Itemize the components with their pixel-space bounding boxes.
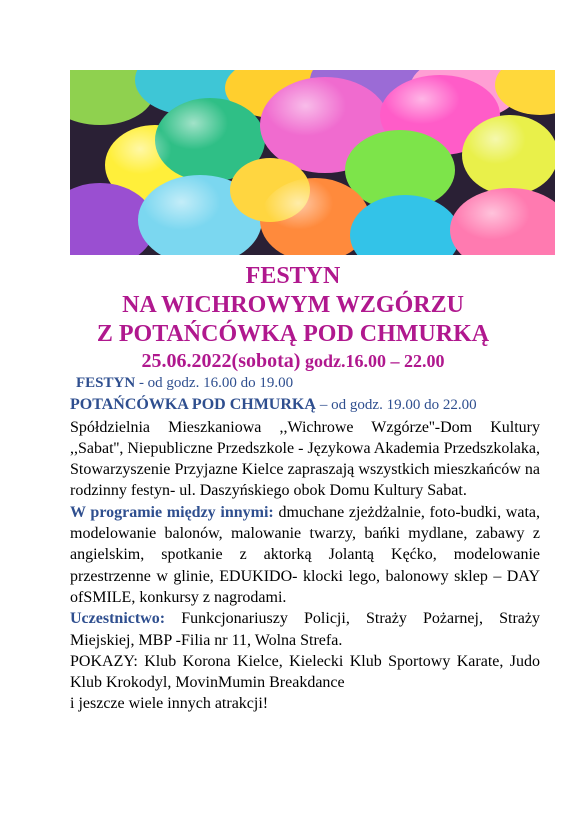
participants-paragraph [70,608,540,651]
schedule-time: – od godz. 19.00 do 22.00 [319,397,477,414]
schedule-time: - od godz. 16.00 do 19.00 [138,375,294,391]
poster-subtitle-2: Z POTAŃCÓWKĄ POD CHMURKĄ [96,321,490,347]
shows-paragraph: POKAZY: Klub Korona Kielce, Kielecki Klub Sportowy Karate, Judo Klub Krokodyl, MovinMumin Breakdance [70,652,540,692]
intro-paragraph: Spółdzielnia Mieszkaniowa ,,Wichrowe Wzgórze''-Dom Kultury ,,Sabat'', Niepubliczne Przedszkole - Językowa Akademia Przedszkolaka, Stowarzyszenie Przyjazne Kielce zapraszają wszystkich mieszkańców na rodzinny festyn- ul. Daszyńskiego obok Domu Kultury Sabat. [70,418,540,500]
balloons-illustration [70,70,555,255]
closing-line: i jeszcze wiele innych atrakcji! [70,695,269,713]
participants-text: Funkcjonariuszy Policji, Straży Pożarnej, Straży Miejskiej, MBP -Filia nr 11, Wolna Strefa. [70,610,541,649]
schedule-name: POTAŃCÓWKA POD CHMURKĄ [70,396,316,414]
poster-title: FESTYN [245,263,341,289]
poster-body [70,373,540,715]
balloons-photo [70,70,555,255]
poster-subtitle-1: NA WICHROWYM WZGÓRZU [122,292,464,318]
schedule-item [70,394,540,416]
program-label: W programie między innymi: [70,503,274,521]
event-date: 25.06.2022(sobota) [141,350,301,372]
schedule-item [70,373,540,394]
program-paragraph [70,502,540,608]
participants-label: Uczestnictwo: [70,610,166,628]
schedule-name: FESTYN [76,375,136,391]
event-date-line [0,350,586,372]
program-text: dmuchane zjeżdżalnie, foto-budki, wata, modelowanie balonów, malowanie twarzy, bańki mydlane, zabawy z angielskim, spotkanie z aktorką Jolantą Kęćko, modelowanie przestrzenne w glinie, EDUKIDO- klocki lego, balonowy sklep – DAY ofSMILE, konkursy z nagrodami. [70,503,540,606]
event-hours: godz.16.00 – 22.00 [304,351,445,371]
